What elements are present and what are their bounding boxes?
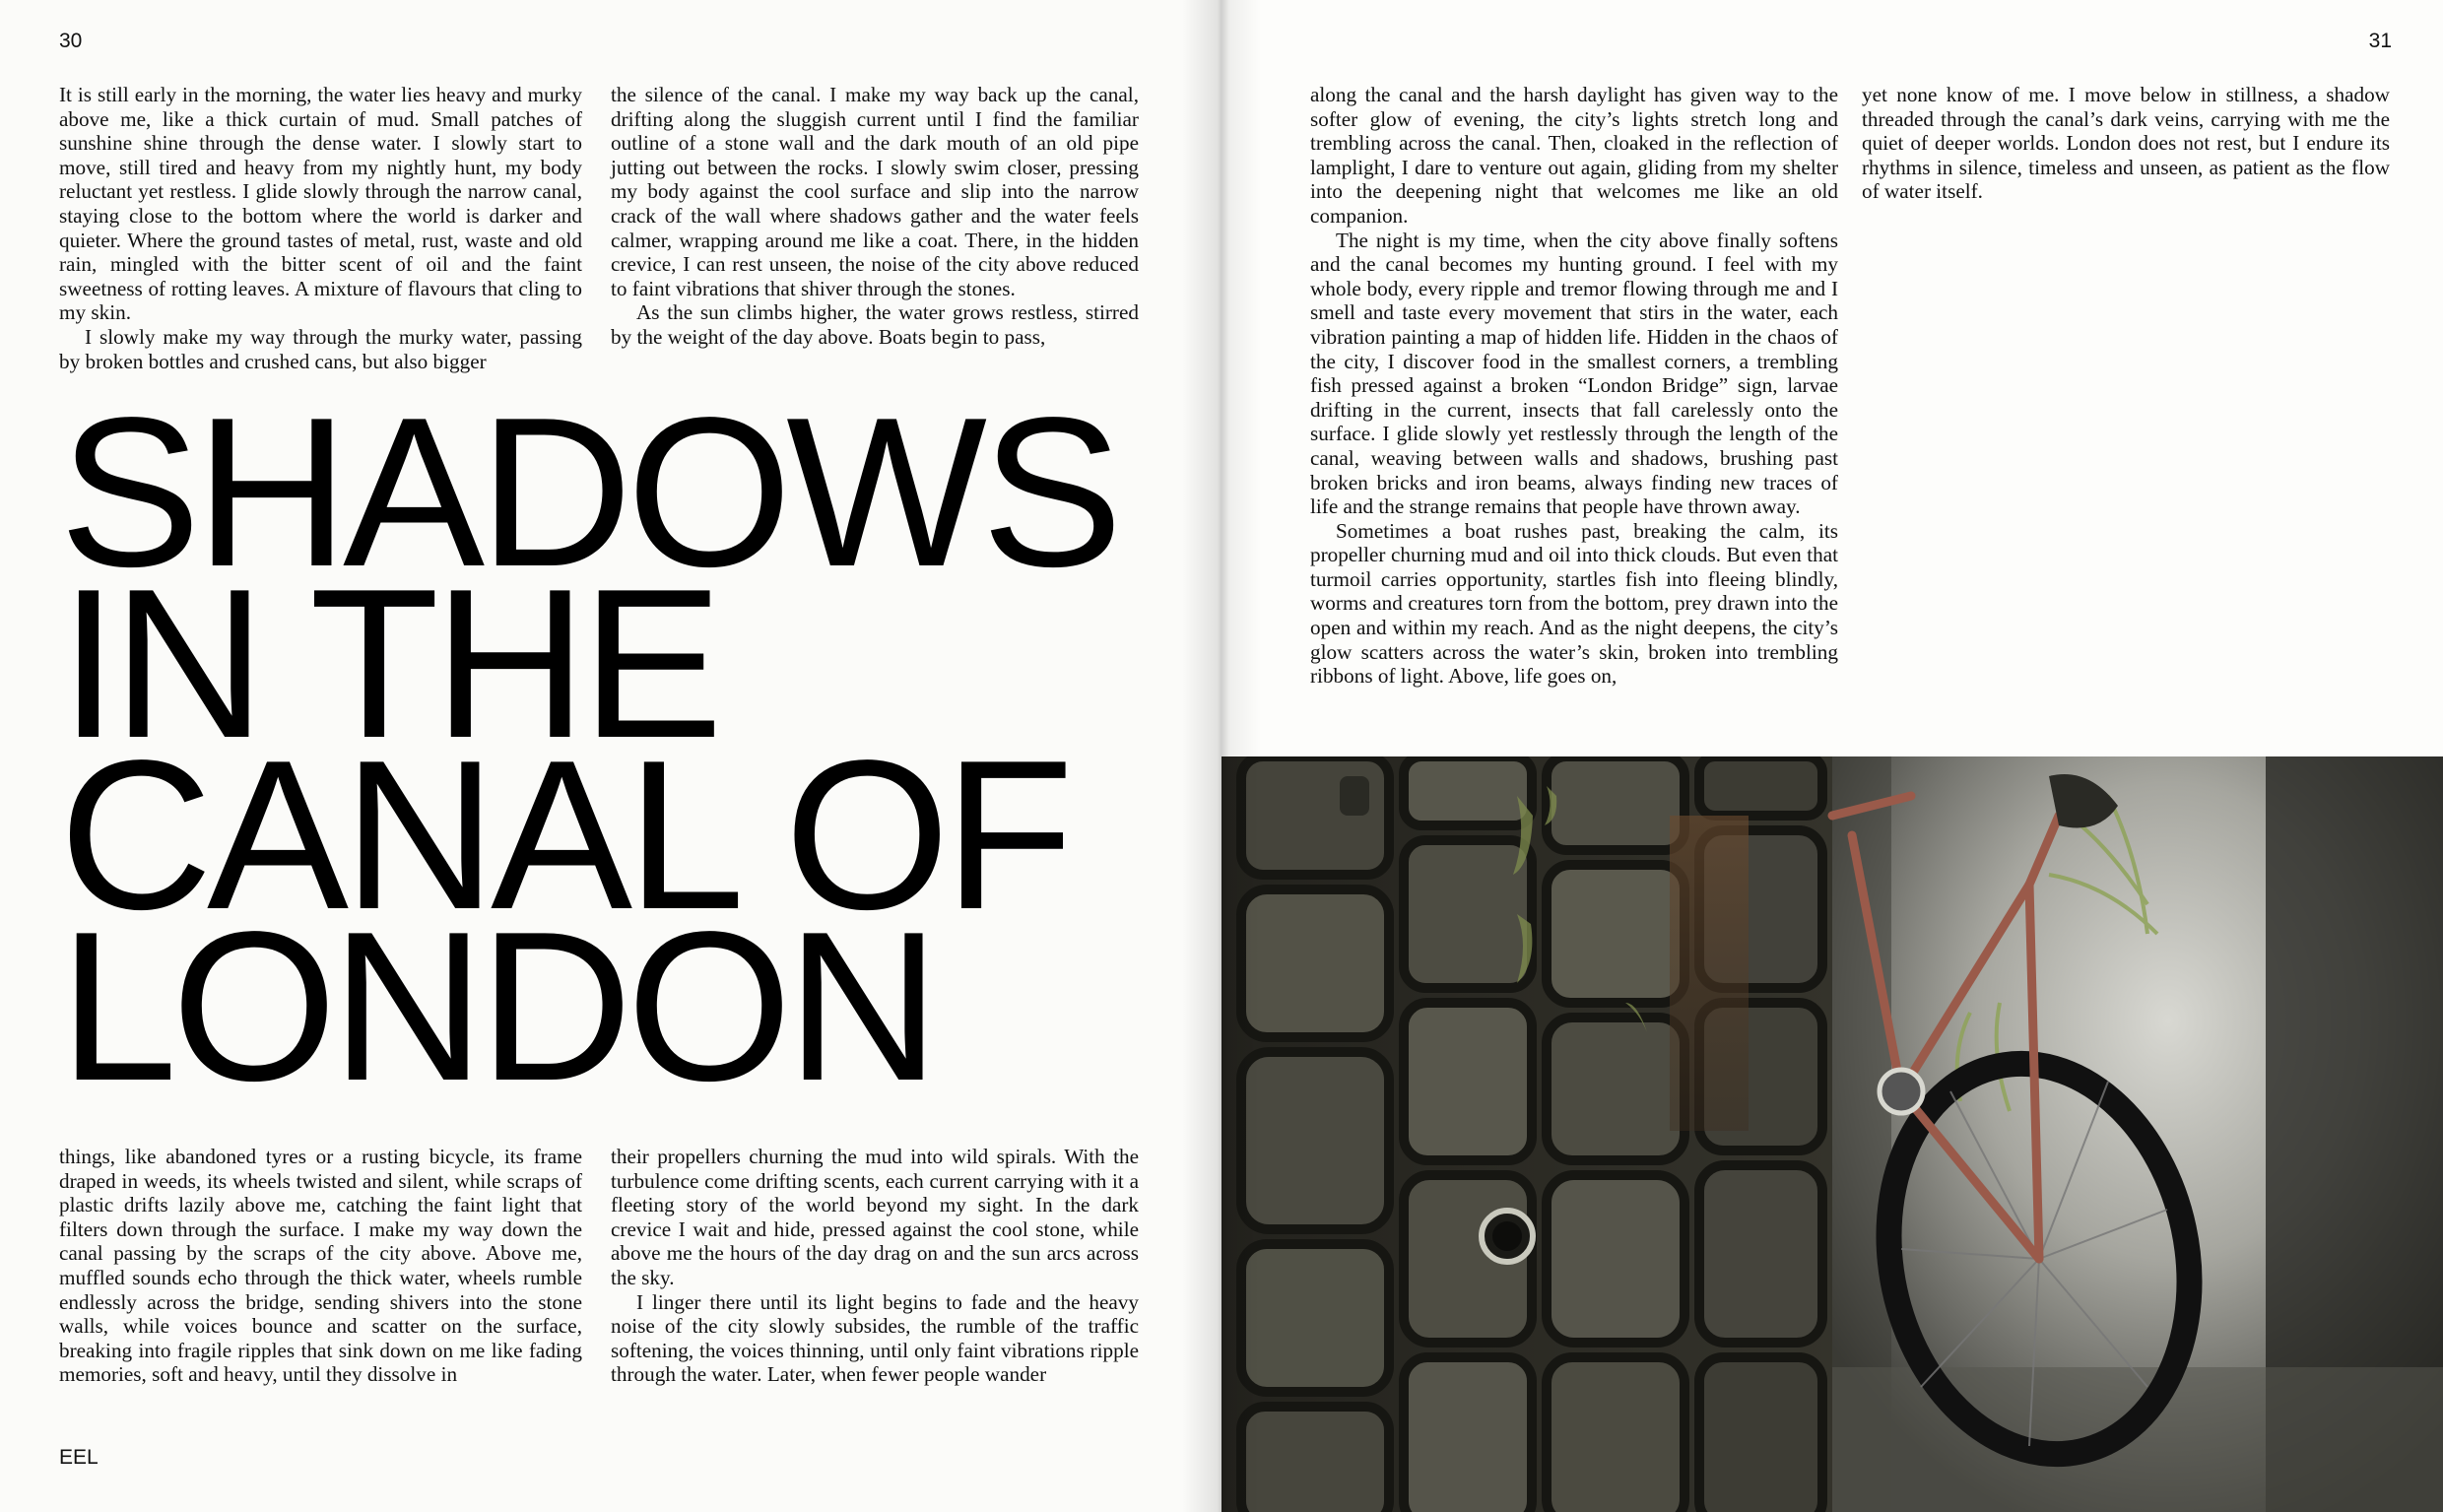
article-column-3	[1310, 83, 1838, 689]
pipe-opening	[1482, 1211, 1533, 1262]
page-number-right: 31	[2368, 30, 2392, 52]
paragraph: along the canal and the harsh daylight has given way to the softer glow of evening, the city’s lights stretch long and trembling across the canal. Then, cloaked in the reflection of lamplight, I dare to venture out again, gliding from my shelter into the deepening night that welcomes me like an old companion.	[1310, 83, 1838, 228]
article-column-2-bottom	[611, 1145, 1139, 1387]
paragraph: yet none know of me. I move below in stillness, a shadow threaded through the canal’s dark veins, carrying with me the quiet of deeper worlds. London does not rest, but I endure its rhythms in silence, timeless and unseen, as patient as the flow of water itself.	[1862, 83, 2390, 204]
magazine-section-label: EEL	[59, 1446, 99, 1469]
paragraph: things, like abandoned tyres or a rusting bicycle, its frame draped in weeds, its wheels twisted and silent, while scraps of plastic drifts lazily above me, catching the faint light that filters down through the surface. I make my way down the canal passing by the scraps of the city above. Above me, muffled sounds echo through the thick water, wheels rumble endlessly across the bridge, sending shivers into the stone walls, while voices bounce and scatter on the surface, breaking into fragile ripples that sink down on me like fading memories, soft and heavy, until they dissolve in	[59, 1145, 582, 1387]
paragraph: the silence of the canal. I make my way back up the canal, drifting along the sluggish current until I find the familiar outline of a stone wall and the dark mouth of an old pipe jutting out between the rocks. I slowly swim closer, pressing my body against the cool surface and slip into the narrow crack of the wall where shadows gather and the water feels calmer, wrapping around me like a coat. There, in the hidden crevice, I can rest unseen, the noise of the city above reduced to faint vibrations that shiver through the stones.	[611, 83, 1139, 300]
page-number-left: 30	[59, 30, 83, 52]
headline-line-2: IN THE	[59, 544, 718, 782]
article-column-1-bottom	[59, 1145, 582, 1387]
paragraph: Sometimes a boat rushes past, breaking the calm, its propeller churning mud and oil into thick clouds. But even that turmoil carries opportunity, startles fish into fleeing blindly, worms and creatures torn from the bottom, prey drawn into the open and within my reach. And as the night deepens, the city’s glow scatters across the water’s skin, broken into trembling ribbons of light. Above, life goes on,	[1310, 518, 1838, 689]
headline-line-1: SHADOWS	[59, 372, 1118, 611]
article-headline	[59, 372, 1202, 1125]
headline-line-3: CANAL OF	[59, 715, 1069, 953]
canal-illustration	[1222, 756, 2443, 1512]
painting-image	[1222, 756, 2443, 1512]
paragraph: It is still early in the morning, the water lies heavy and murky above me, like a thick curtain of mud. Small patches of sunshine shine through the dense water. I slowly start to move, still tired and heavy from my nightly hunt, my body reluctant yet restless. I glide slowly through the narrow canal, staying close to the bottom where the world is darker and quieter. Where the ground tastes of metal, rust, waste and old rain, mingled with the bitter scent of oil and the faint sweetness of rotting leaves. A mixture of flavours that cling to my skin.	[59, 83, 582, 325]
article-column-2-top	[611, 83, 1139, 350]
paragraph: As the sun climbs higher, the water grows restless, stirred by the weight of the day above. Boats begin to pass,	[611, 300, 1139, 349]
paragraph: I linger there until its light begins to fade and the heavy noise of the city slowly subsides, the rumble of the traffic softening, the voices thinning, until only faint vibrations ripple through the water. Later, when fewer people wander	[611, 1289, 1139, 1387]
headline-line-4: LONDON	[59, 887, 935, 1125]
paragraph: The night is my time, when the city above finally softens and the canal becomes my hunting ground. I feel with my whole body, every ripple and tremor flowing through me and I smell and taste every movement that stirs in the water, each vibration painting a map of hidden life. Hidden in the chaos of the city, I discover food in the smallest corners, a trembling fish pressed against a broken “London Bridge” sign, larvae drifting in the current, insects that fall carelessly onto the surface. I glide slowly yet restlessly through the length of the canal, weaving between walls and shadows, brushing past broken bricks and iron beams, always finding new traces of life and the strange remains that people have thrown away.	[1310, 228, 1838, 519]
paragraph: their propellers churning the mud into wild spirals. With the turbulence come drifting scents, each current carrying with it a fleeting story of the world beyond my sight. In the dark crevice I wait and hide, pressed against the cool stone, while above me the hours of the day drag on and the sun arcs across the sky.	[611, 1145, 1139, 1289]
paragraph: I slowly make my way through the murky water, passing by broken bottles and crushed cans, but also bigger	[59, 324, 582, 373]
article-column-4	[1862, 83, 2390, 204]
article-column-1-top	[59, 83, 582, 373]
